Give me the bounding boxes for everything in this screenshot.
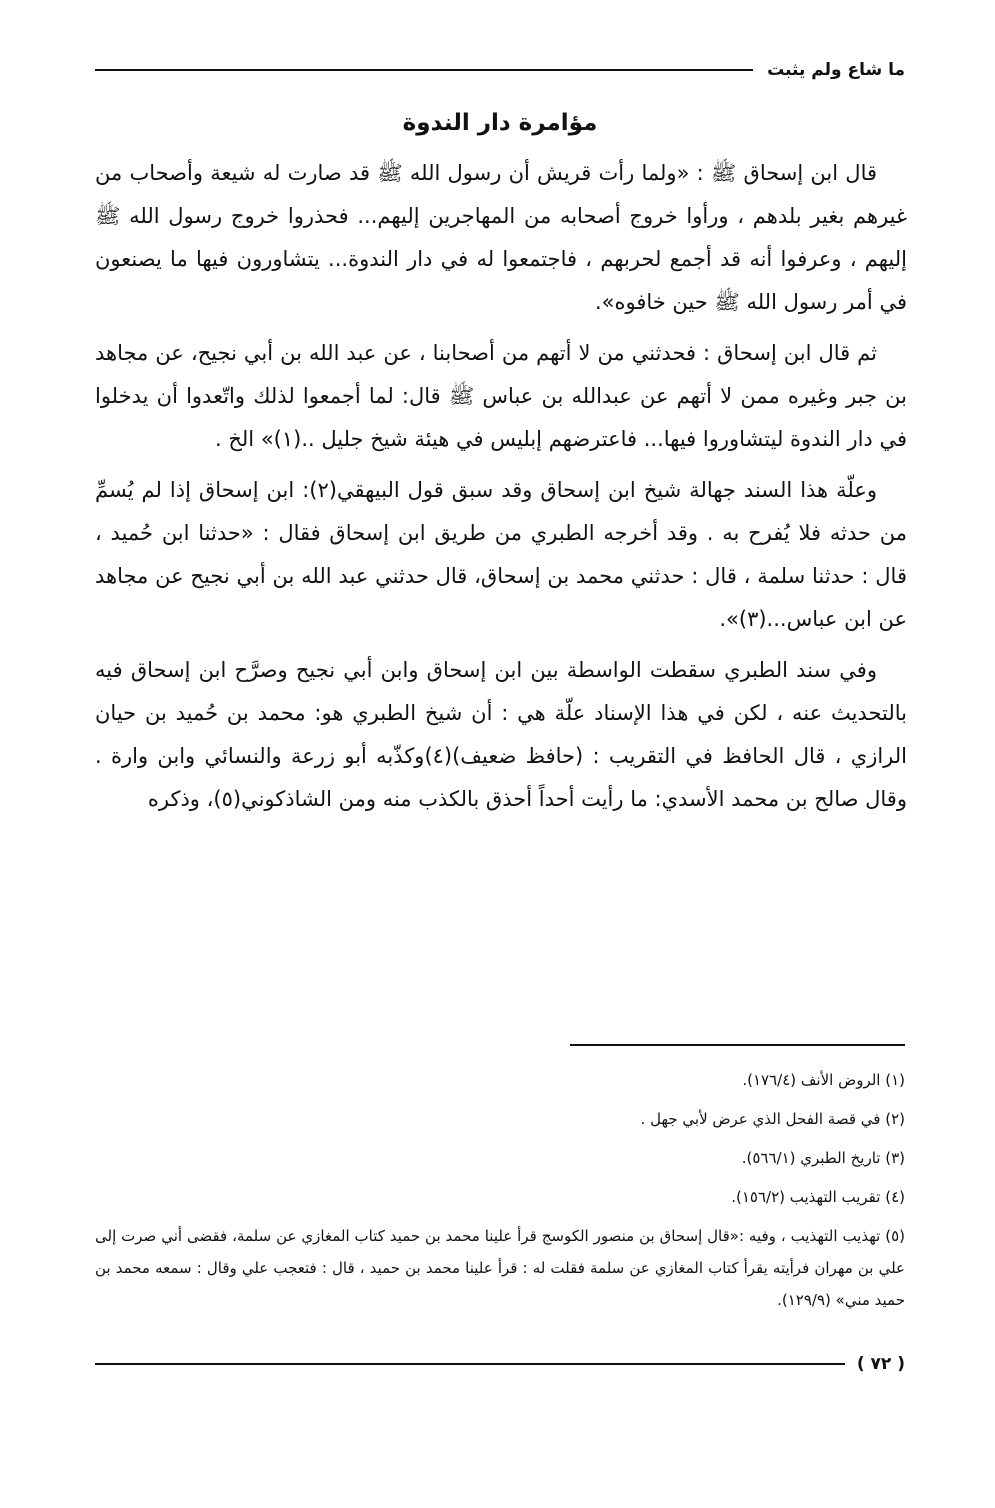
paragraph: ثم قال ابن إسحاق : فحدثني من لا أتهم من أصحابنا ، عن عبد الله بن أبي نجيح، عن مجاهد بن جبر وغيره ممن لا أتهم عن عبدالله بن عباس ﷺ قال: لما أجمعوا لذلك واتّعدوا أن يدخلوا في دار الندوة ليتشاوروا فيها... فاعترضهم إبليس في هيئة شيخ جليل ..(١)» الخ . bbox=[95, 341, 907, 451]
body-text bbox=[95, 152, 907, 829]
page-number: ( ٧٢ ) bbox=[856, 1354, 905, 1374]
running-header-title: ما شاع ولم يثبت bbox=[767, 60, 905, 80]
footnote: (٤) تقريب التهذيب (١٥٦/٢). bbox=[731, 1188, 905, 1206]
paragraph: وعلّة هذا السند جهالة شيخ ابن إسحاق وقد سبق قول البيهقي(٢): ابن إسحاق إذا لم يُسمِّ من حدثه فلا يُفرح به . وقد أخرجه الطبري من طريق ابن إسحاق فقال : «حدثنا ابن حُميد ، قال : حدثنا سلمة ، قال : حدثني محمد بن إسحاق، قال حدثني عبد الله بن أبي نجيح عن مجاهد عن ابن عباس...(٣)». bbox=[95, 478, 907, 631]
footnote: (٢) في قصة الفحل الذي عرض لأبي جهل . bbox=[640, 1110, 905, 1128]
page-footer bbox=[95, 1349, 905, 1379]
footnote: (١) الروض الأنف (١٧٦/٤). bbox=[742, 1071, 905, 1089]
footnote: (٣) تاريخ الطبري (٥٦٦/١). bbox=[741, 1149, 905, 1167]
footnotes bbox=[95, 1064, 905, 1322]
footnote: (٥) تهذيب التهذيب ، وفيه :«قال إسحاق بن منصور الكوسج قرأ علينا محمد بن حميد كتاب المغازي عن سلمة، فقضى أني صرت إلى علي بن مهران فرأيته يقرأ كتاب المغازي عن سلمة فقلت له : قرأ علينا محمد بن حميد ، قال : فتعجب علي وقال : سمعه محمد بن حميد مني» (١٢٩/٩). bbox=[95, 1227, 905, 1309]
paragraph: قال ابن إسحاق ﷺ : «ولما رأت قريش أن رسول الله ﷺ قد صارت له شيعة وأصحاب من غيرهم بغير بلدهم ، ورأوا خروج أصحابه من المهاجرين إليهم... فحذروا خروج رسول الله ﷺ إليهم ، وعرفوا أنه قد أجمع لحربهم ، فاجتمعوا له في دار الندوة... يتشاورون فيها ما يصنعون في أمر رسول الله ﷺ حين خافوه». bbox=[95, 161, 907, 314]
footer-rule bbox=[95, 1363, 845, 1365]
paragraph: وفي سند الطبري سقطت الواسطة بين ابن إسحاق وابن أبي نجيح وصرَّح ابن إسحاق فيه بالتحديث عنه ، لكن في هذا الإسناد علّة هي : أن شيخ الطبري هو: محمد بن حُميد بن حيان الرازي ، قال الحافظ في التقريب : (حافظ ضعيف)(٤)وكذّبه أبو زرعة والنسائي وابن وارة . وقال صالح بن محمد الأسدي: ما رأيت أحداً أحذق بالكذب منه ومن الشاذكوني(٥)، وذكره bbox=[95, 658, 907, 811]
running-header bbox=[95, 50, 905, 90]
header-rule bbox=[95, 69, 753, 71]
section-title: مؤامرة دار الندوة bbox=[402, 110, 598, 136]
footnote-separator bbox=[570, 1044, 905, 1046]
